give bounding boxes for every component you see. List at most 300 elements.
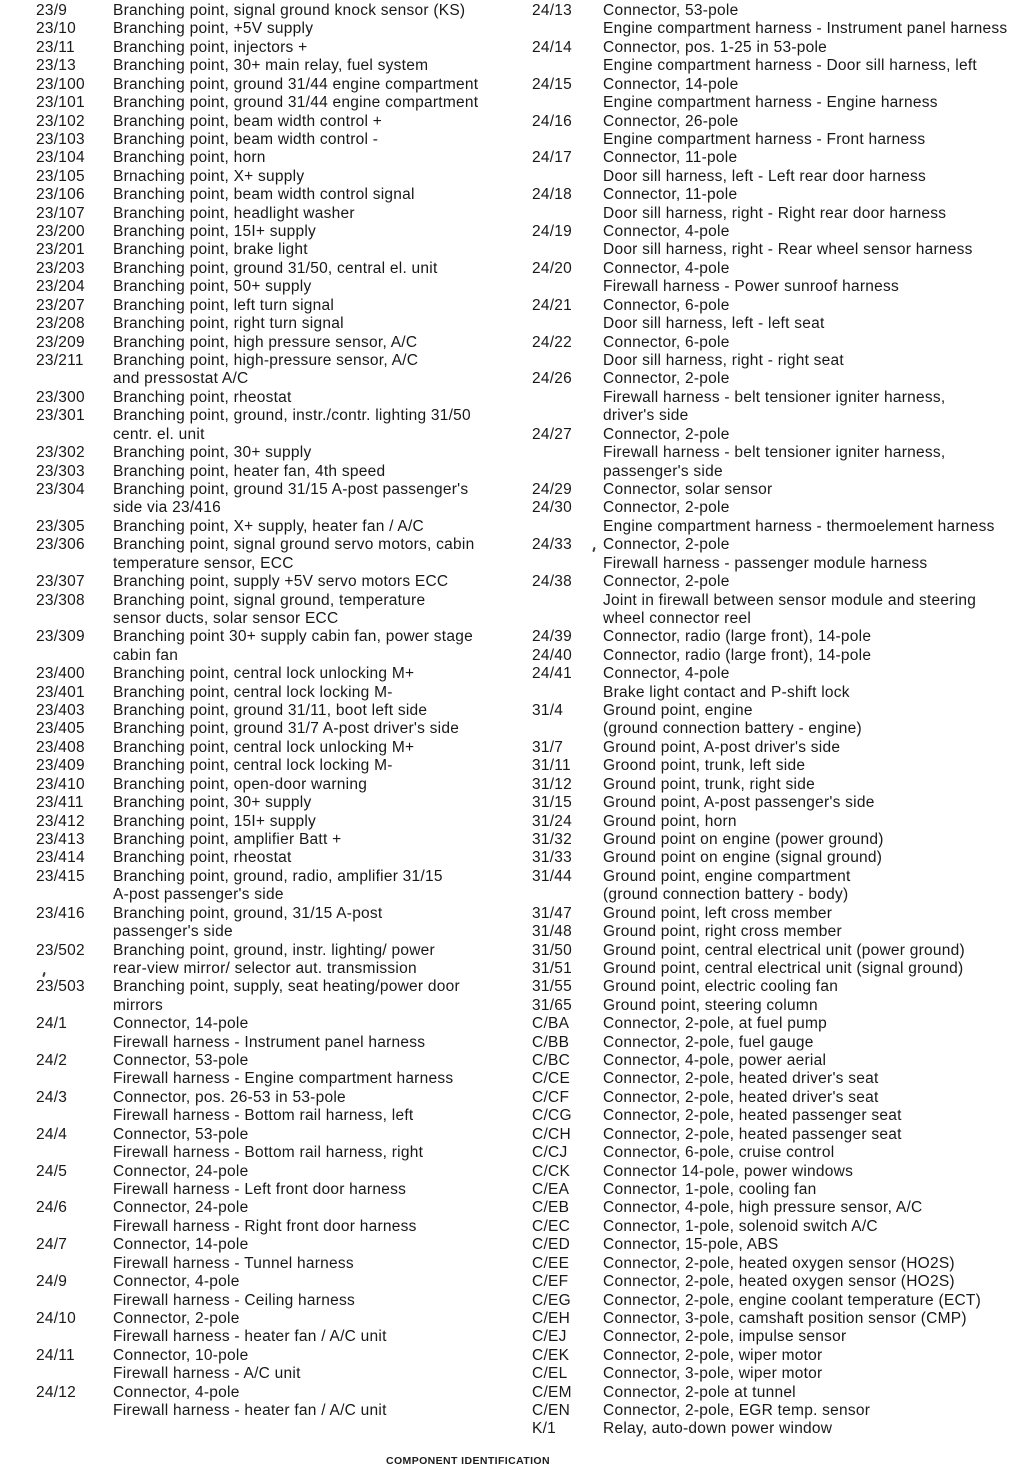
component-description-line: Connector, 6-pole, cruise control — [603, 1144, 835, 1162]
component-description-line: (ground connection battery - body) — [603, 886, 849, 904]
component-entry — [36, 149, 522, 167]
component-description-line: wheel connector reel — [603, 609, 752, 627]
component-description-line: Branching point, 15I+ supply — [113, 223, 317, 241]
component-description-line: Branching point, headlight washer — [113, 204, 355, 222]
component-description-line: Connector, 11-pole — [603, 149, 738, 167]
component-description-line: Branching point, X+ supply, heater fan / A/C — [113, 517, 424, 535]
component-description — [603, 647, 1029, 665]
component-description — [603, 776, 1029, 794]
component-entry — [36, 1052, 522, 1089]
component-code: 23/301 — [36, 407, 85, 425]
component-description-line: Ground point, A-post driver's side — [603, 738, 841, 756]
component-description-line: Branching point, brake light — [113, 241, 308, 259]
component-description-line: Engine compartment harness - Door sill harness, left — [603, 57, 977, 75]
component-description — [603, 923, 1029, 941]
component-description-line: and pressostat A/C — [113, 370, 249, 388]
component-description-line: Connector, 2-pole — [603, 573, 730, 591]
component-entry — [532, 370, 1029, 425]
component-entry — [532, 794, 1029, 812]
component-description — [603, 1402, 1029, 1420]
component-code: 23/200 — [36, 223, 85, 241]
component-description-line: Branching point, ground 31/44 engine compartment — [113, 75, 479, 93]
component-description-line: mirrors — [113, 996, 163, 1014]
component-description-line: (ground connection battery - engine) — [603, 720, 862, 738]
component-description — [603, 1144, 1029, 1162]
component-code: 23/408 — [36, 738, 85, 756]
component-description-line: Ground point, A-post passenger's side — [603, 794, 875, 812]
component-code: 23/103 — [36, 130, 85, 148]
component-entry — [532, 1144, 1029, 1162]
component-code: C/EE — [532, 1254, 570, 1272]
component-description — [603, 702, 1029, 739]
component-code: 24/19 — [532, 223, 573, 241]
page-footer-title: COMPONENT IDENTIFICATION — [386, 1455, 550, 1467]
component-code: 24/21 — [532, 296, 573, 314]
component-description-line: Firewall harness - Bottom rail harness, right — [113, 1144, 424, 1162]
component-entry — [532, 1384, 1029, 1402]
component-description-line: Branching point, ground, radio, amplifier 31/15 — [113, 867, 443, 885]
component-description-line: Brake light contact and P-shift lock — [603, 683, 850, 701]
component-description-line: Door sill harness, right - right seat — [603, 352, 844, 370]
component-description — [603, 1052, 1029, 1070]
component-description-line: Connector, 2-pole, heated oxygen sensor (HO2S) — [603, 1273, 955, 1291]
component-description-line: Firewall harness - Tunnel harness — [113, 1254, 354, 1272]
component-code: 23/100 — [36, 75, 85, 93]
component-description — [113, 186, 522, 204]
component-code: 23/9 — [36, 2, 68, 19]
component-code: 23/102 — [36, 112, 85, 130]
component-entry — [532, 1347, 1029, 1365]
component-description — [603, 149, 1029, 186]
component-description-line: Connector 14-pole, power windows — [603, 1162, 854, 1180]
component-description-line: Joint in firewall between sensor module and steering — [603, 591, 977, 609]
component-description-line: Branching point, ground 31/50, central el. unit — [113, 259, 438, 277]
component-description-line: Connector, 14-pole — [603, 75, 739, 93]
component-entry — [532, 997, 1029, 1015]
component-description-line: Connector, radio (large front), 14-pole — [603, 646, 872, 664]
component-code: 24/16 — [532, 112, 573, 130]
component-entry — [36, 665, 522, 683]
component-code: C/EB — [532, 1199, 570, 1217]
component-description — [113, 223, 522, 241]
component-entry — [36, 1310, 522, 1347]
component-description — [603, 960, 1029, 978]
component-entry — [532, 1236, 1029, 1254]
component-entry — [532, 1328, 1029, 1346]
component-description — [603, 2, 1029, 39]
component-entry — [532, 297, 1029, 334]
component-code: C/EH — [532, 1309, 571, 1327]
component-description — [603, 499, 1029, 536]
component-entry — [36, 684, 522, 702]
component-code: 23/302 — [36, 444, 85, 462]
component-description — [113, 1163, 522, 1200]
component-description-line: Connector, 2-pole — [603, 536, 730, 554]
component-entry — [36, 131, 522, 149]
component-code: 31/12 — [532, 775, 573, 793]
component-description — [113, 702, 522, 720]
component-description-line: Connector, 6-pole — [603, 296, 730, 314]
component-entry — [36, 849, 522, 867]
component-code: C/CE — [532, 1070, 571, 1088]
component-code: 23/411 — [36, 794, 84, 812]
component-description-line: driver's side — [603, 407, 689, 425]
component-description — [603, 1070, 1029, 1088]
component-code: 31/50 — [532, 941, 573, 959]
component-description — [603, 1328, 1029, 1346]
component-description-line: Branching point, ground 31/7 A-post driver's side — [113, 720, 460, 738]
component-code: 24/6 — [36, 1199, 68, 1217]
component-description-line: Connector, 4-pole — [603, 665, 730, 683]
component-description-line: Ground point, engine — [603, 702, 753, 720]
component-entry — [36, 297, 522, 315]
component-code: C/BA — [532, 1015, 570, 1033]
component-description-line: Groond point, trunk, left side — [603, 757, 806, 775]
component-code: 31/48 — [532, 923, 573, 941]
component-entry — [36, 334, 522, 352]
component-entry — [532, 426, 1029, 481]
component-description-line: Branching point, central lock locking M- — [113, 757, 393, 775]
component-description-line: passenger's side — [113, 923, 233, 941]
component-description — [113, 352, 522, 389]
component-code: 23/409 — [36, 757, 85, 775]
component-description — [603, 1126, 1029, 1144]
component-description-line: Connector, 2-pole, heated passenger seat — [603, 1125, 902, 1143]
component-entry — [532, 831, 1029, 849]
component-description-line: Ground point on engine (signal ground) — [603, 849, 883, 867]
component-entry — [36, 518, 522, 536]
component-description — [603, 1420, 1029, 1438]
component-description — [113, 831, 522, 849]
component-description — [113, 628, 522, 665]
component-description — [603, 334, 1029, 371]
component-description-line: Connector, pos. 1-25 in 53-pole — [603, 38, 828, 56]
component-code: 31/24 — [532, 812, 573, 830]
component-description-line: Branching point, ground 31/44 engine compartment — [113, 94, 479, 112]
component-entry — [36, 813, 522, 831]
component-entry — [36, 1126, 522, 1163]
component-description — [603, 868, 1029, 905]
component-description-line: Engine compartment harness - Front harness — [603, 130, 926, 148]
component-description-line: Connector, 2-pole, at fuel pump — [603, 1015, 828, 1033]
component-entry — [36, 407, 522, 444]
component-code: 24/1 — [36, 1015, 68, 1033]
component-description-line: Branching point, signal ground, temperature — [113, 591, 426, 609]
component-description-line: temperature sensor, ECC — [113, 554, 294, 572]
component-entry — [36, 94, 522, 112]
component-description-line: Connector, solar sensor — [603, 480, 773, 498]
component-entry — [532, 1292, 1029, 1310]
component-description — [113, 39, 522, 57]
component-description — [113, 1126, 522, 1163]
component-description-line: Connector, 2-pole — [113, 1309, 240, 1327]
component-description — [603, 942, 1029, 960]
component-description — [113, 868, 522, 905]
component-code: 23/305 — [36, 517, 85, 535]
component-code: 23/414 — [36, 849, 85, 867]
component-description-line: Door sill harness, right - Right rear door harness — [603, 204, 947, 222]
component-entry — [36, 463, 522, 481]
component-description — [603, 1273, 1029, 1291]
component-code: 23/201 — [36, 241, 85, 259]
component-description — [603, 223, 1029, 260]
component-description-line: Ground point, central electrical unit (power ground) — [603, 941, 965, 959]
component-description — [113, 757, 522, 775]
component-description-line: Engine compartment harness - thermoelement harness — [603, 517, 995, 535]
component-entry — [36, 757, 522, 775]
component-code: 24/20 — [532, 259, 573, 277]
component-description-line: Branching point, ground, 31/15 A-post — [113, 904, 383, 922]
component-description — [113, 978, 522, 1015]
component-description-line: Connector, 14-pole — [113, 1015, 249, 1033]
component-description-line: Branching point 30+ supply cabin fan, power stage — [113, 628, 473, 646]
component-description — [113, 665, 522, 683]
right-column — [532, 2, 1029, 1439]
component-description — [113, 720, 522, 738]
component-entry — [532, 334, 1029, 371]
component-entry — [532, 1273, 1029, 1291]
component-entry — [36, 702, 522, 720]
component-code: C/EM — [532, 1383, 572, 1401]
component-entry — [36, 868, 522, 905]
component-description-line: Connector, 2-pole, EGR temp. sensor — [603, 1402, 871, 1420]
component-description-line: Connector, 4-pole, power aerial — [603, 1052, 827, 1070]
component-entry — [532, 481, 1029, 499]
component-entry — [532, 1310, 1029, 1328]
component-code: C/BB — [532, 1033, 570, 1051]
component-description-line: Connector, 2-pole, engine coolant temperature (ECT) — [603, 1291, 982, 1309]
component-description — [603, 426, 1029, 481]
component-description-line: Connector, 4-pole — [603, 223, 730, 241]
component-code: 23/503 — [36, 978, 85, 996]
component-code: 31/65 — [532, 996, 573, 1014]
component-description — [603, 1181, 1029, 1199]
component-entry — [532, 76, 1029, 113]
component-description-line: Branching point, central lock unlocking M+ — [113, 665, 415, 683]
component-description-line: Relay, auto-down power window — [603, 1420, 833, 1438]
component-code: 23/405 — [36, 720, 85, 738]
component-code: 31/4 — [532, 702, 564, 720]
component-entry — [36, 1089, 522, 1126]
component-code: 23/204 — [36, 278, 85, 296]
component-code: C/EK — [532, 1346, 570, 1364]
component-entry — [36, 168, 522, 186]
component-entry — [532, 573, 1029, 628]
component-description-line: Connector, 53-pole — [113, 1052, 249, 1070]
component-code: 23/308 — [36, 591, 85, 609]
component-entry — [36, 592, 522, 629]
component-description — [113, 260, 522, 278]
component-description-line: Connector, radio (large front), 14-pole — [603, 628, 872, 646]
component-description — [113, 518, 522, 536]
component-entry — [532, 1181, 1029, 1199]
component-description-line: Branching point, heater fan, 4th speed — [113, 462, 386, 480]
component-code: 23/11 — [36, 38, 75, 56]
component-entry — [532, 1126, 1029, 1144]
component-description — [603, 370, 1029, 425]
component-code: 24/30 — [532, 499, 573, 517]
component-code: 24/39 — [532, 628, 573, 646]
component-description — [113, 57, 522, 75]
component-code: C/CK — [532, 1162, 571, 1180]
component-description — [113, 905, 522, 942]
component-code: 23/10 — [36, 20, 77, 38]
component-code: 23/208 — [36, 315, 85, 333]
component-code: 24/17 — [532, 149, 573, 167]
component-code: 24/33 — [532, 536, 573, 554]
component-code: 23/207 — [36, 296, 85, 314]
component-entry — [36, 76, 522, 94]
component-entry — [532, 1163, 1029, 1181]
component-entry — [532, 813, 1029, 831]
component-description-line: Branching point, ground 31/15 A-post passenger's — [113, 480, 469, 498]
component-code: 24/41 — [532, 665, 573, 683]
component-description-line: centr. el. unit — [113, 425, 205, 443]
component-description — [113, 573, 522, 591]
component-description-line: Branching point, left turn signal — [113, 296, 335, 314]
component-code: 24/7 — [36, 1236, 68, 1254]
component-description-line: Firewall harness - belt tensioner igniter harness, — [603, 444, 946, 462]
component-description-line: side via 23/416 — [113, 499, 222, 517]
component-code: 24/15 — [532, 75, 573, 93]
component-entry — [36, 241, 522, 259]
component-description-line: Branching point, ground, instr./contr. lighting 31/50 — [113, 407, 471, 425]
component-description — [603, 813, 1029, 831]
component-description — [113, 241, 522, 259]
component-code: 31/11 — [532, 757, 571, 775]
component-description — [603, 186, 1029, 223]
component-description-line: Connector, 15-pole, ABS — [603, 1236, 779, 1254]
component-description-line: Connector, 3-pole, camshaft position sensor (CMP) — [603, 1309, 967, 1327]
component-description-line: Connector, 10-pole — [113, 1346, 249, 1364]
component-entry — [36, 536, 522, 573]
component-description-line: Ground point, left cross member — [603, 904, 833, 922]
component-description — [113, 76, 522, 94]
component-code: 31/51 — [532, 959, 573, 977]
component-description-line: Firewall harness - belt tensioner igniter harness, — [603, 388, 946, 406]
component-description — [113, 205, 522, 223]
component-description — [603, 1310, 1029, 1328]
component-description-line: Connector, 24-pole — [113, 1199, 249, 1217]
component-entry — [36, 389, 522, 407]
component-description — [113, 131, 522, 149]
component-description — [113, 1236, 522, 1273]
component-entry — [532, 942, 1029, 960]
component-entry — [532, 1218, 1029, 1236]
component-description — [113, 1052, 522, 1089]
component-description — [603, 536, 1029, 573]
component-description-line: Ground point, central electrical unit (signal ground) — [603, 959, 964, 977]
component-code: C/EG — [532, 1291, 571, 1309]
component-description-line: Connector, 1-pole, solenoid switch A/C — [603, 1217, 878, 1235]
component-description-line: Brnaching point, X+ supply — [113, 167, 305, 185]
component-description-line: Connector, 4-pole — [113, 1383, 240, 1401]
component-code: 23/101 — [36, 94, 85, 112]
component-code: 23/415 — [36, 867, 85, 885]
component-description-line: Firewall harness - Engine compartment harness — [113, 1070, 454, 1088]
component-description-line: Branching point, 50+ supply — [113, 278, 312, 296]
component-entry — [532, 223, 1029, 260]
component-description-line: Firewall harness - Right front door harness — [113, 1217, 417, 1235]
component-description — [603, 665, 1029, 702]
component-entry — [532, 776, 1029, 794]
component-code: 23/410 — [36, 775, 85, 793]
component-description-line: Branching point, injectors + — [113, 38, 308, 56]
component-description-line: Ground point, trunk, right side — [603, 775, 815, 793]
component-description-line: Ground point, steering column — [603, 996, 818, 1014]
component-entry — [36, 1236, 522, 1273]
component-code: C/CJ — [532, 1144, 568, 1162]
component-code: C/ED — [532, 1236, 571, 1254]
component-description-line: Firewall harness - passenger module harness — [603, 554, 928, 572]
component-description — [603, 1255, 1029, 1273]
component-code: 23/106 — [36, 186, 85, 204]
component-description — [113, 1199, 522, 1236]
component-entry — [532, 849, 1029, 867]
component-description-line: Branching point, 30+ main relay, fuel system — [113, 57, 429, 75]
component-code: 23/502 — [36, 941, 85, 959]
component-description-line: Connector, 3-pole, wiper motor — [603, 1365, 823, 1383]
component-code: 24/40 — [532, 646, 573, 664]
component-description-line: Firewall harness - heater fan / A/C unit — [113, 1328, 387, 1346]
component-entry — [532, 536, 1029, 573]
component-code: 23/412 — [36, 812, 85, 830]
component-entry — [36, 1347, 522, 1384]
component-entry — [532, 149, 1029, 186]
component-code: C/EJ — [532, 1328, 567, 1346]
component-description — [113, 684, 522, 702]
component-code: 24/26 — [532, 370, 573, 388]
component-entry — [532, 1015, 1029, 1033]
component-code: C/EN — [532, 1402, 571, 1420]
component-description-line: Firewall harness - Left front door harness — [113, 1181, 407, 1198]
component-description-line: Connector, 2-pole, heated oxygen sensor (HO2S) — [603, 1254, 955, 1272]
component-description — [113, 794, 522, 812]
component-entry — [36, 776, 522, 794]
component-description — [113, 389, 522, 407]
component-entry — [532, 905, 1029, 923]
component-entry — [36, 794, 522, 812]
component-description-line: Connector, 2-pole, heated driver's seat — [603, 1088, 879, 1106]
component-description-line: Connector, 53-pole — [113, 1125, 249, 1143]
component-description — [113, 2, 522, 20]
component-description — [603, 39, 1029, 76]
component-entry — [36, 2, 522, 20]
component-description-line: Connector, 4-pole — [603, 259, 730, 277]
component-entry — [532, 960, 1029, 978]
component-entry — [36, 481, 522, 518]
component-entry — [532, 260, 1029, 297]
component-entry — [532, 702, 1029, 739]
component-description-line: Connector, 2-pole, heated passenger seat — [603, 1107, 902, 1125]
component-description — [113, 1384, 522, 1421]
component-description — [113, 481, 522, 518]
component-description-line: Firewall harness - heater fan / A/C unit — [113, 1402, 387, 1420]
component-code: 24/14 — [532, 38, 573, 56]
component-entry — [532, 1420, 1029, 1438]
component-description — [113, 592, 522, 629]
component-code: 23/401 — [36, 683, 85, 701]
component-entry — [36, 205, 522, 223]
component-description — [113, 1347, 522, 1384]
component-description-line: Connector, 2-pole — [603, 499, 730, 517]
component-description — [113, 20, 522, 38]
component-code: 31/44 — [532, 867, 573, 885]
component-description — [113, 849, 522, 867]
component-description — [113, 297, 522, 315]
component-description — [113, 168, 522, 186]
component-description — [113, 1273, 522, 1310]
